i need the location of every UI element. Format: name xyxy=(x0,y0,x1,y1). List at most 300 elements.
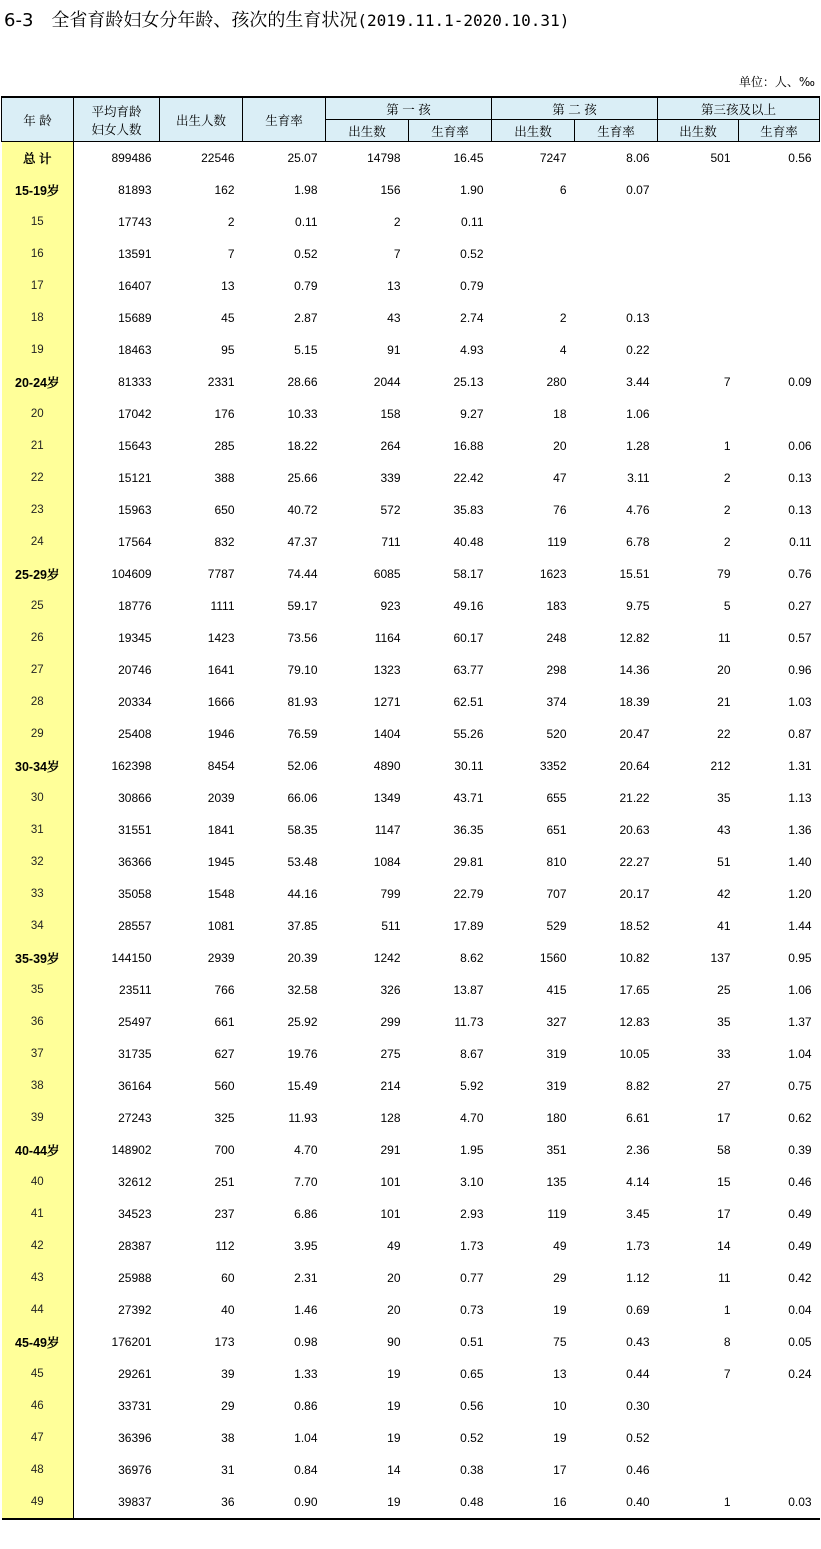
second-births-cell: 655 xyxy=(546,791,567,805)
second-rate-cell: 0.46 xyxy=(626,1463,650,1477)
age-cell: 30 xyxy=(2,782,74,814)
second-births-cell: 2 xyxy=(559,311,567,325)
first-births-cell: 19 xyxy=(326,1486,409,1519)
group-row xyxy=(2,1326,820,1358)
first-births-cell: 20 xyxy=(387,1271,401,1285)
second-births-cell: 319 xyxy=(546,1047,567,1061)
first-rate-cell: 4.93 xyxy=(460,343,484,357)
women-count-cell: 36396 xyxy=(118,1431,152,1445)
births-cell: 29 xyxy=(221,1399,235,1413)
first-births-cell: 923 xyxy=(380,599,401,613)
rate-cell: 1.98 xyxy=(294,183,318,197)
table-row xyxy=(2,1486,820,1519)
second-rate-cell: 18.52 xyxy=(619,919,650,933)
women-count-cell: 25988 xyxy=(118,1271,152,1285)
header-third-plus: 第三孩及以上 xyxy=(658,97,820,120)
second-births-cell: 13 xyxy=(553,1367,567,1381)
third-births-cell: 8 xyxy=(723,1335,731,1349)
rate-cell: 7.70 xyxy=(294,1175,318,1189)
rate-cell: 0.79 xyxy=(294,279,318,293)
women-count-cell: 25497 xyxy=(118,1015,152,1029)
rate-cell: 11.93 xyxy=(288,1111,318,1125)
second-rate-cell: 15.51 xyxy=(619,567,650,581)
rate-cell: 25.07 xyxy=(243,142,326,175)
table-row xyxy=(2,206,820,238)
third-rate-cell: 0.96 xyxy=(788,663,812,677)
third-rate-cell xyxy=(739,1390,820,1422)
second-births-cell: 119 xyxy=(547,535,567,549)
second-births-cell: 19 xyxy=(553,1431,567,1445)
third-births-cell: 501 xyxy=(658,142,739,175)
third-births-cell: 15 xyxy=(717,1175,731,1189)
age-cell: 25 xyxy=(2,590,74,622)
age-cell: 35 xyxy=(2,974,74,1006)
births-cell: 1641 xyxy=(207,663,235,677)
age-cell: 40-44岁 xyxy=(2,1134,74,1166)
women-count-cell: 144150 xyxy=(111,951,152,965)
table-number: 6-3 xyxy=(4,10,34,31)
third-rate-cell: 0.56 xyxy=(739,142,820,175)
first-births-cell: 2044 xyxy=(373,375,401,389)
second-rate-cell: 0.69 xyxy=(626,1303,650,1317)
rate-cell: 44.16 xyxy=(287,887,318,901)
first-rate-cell: 1.73 xyxy=(460,1239,484,1253)
third-births-cell: 17 xyxy=(717,1207,731,1221)
second-rate-cell: 0.22 xyxy=(626,343,650,357)
age-cell: 43 xyxy=(2,1262,74,1294)
third-rate-cell: 1.40 xyxy=(788,855,812,869)
women-count-cell: 148902 xyxy=(111,1143,152,1157)
rate-cell: 10.33 xyxy=(287,407,318,421)
first-births-cell: 101 xyxy=(380,1207,401,1221)
first-births-cell: 1404 xyxy=(373,727,401,741)
group-row xyxy=(2,366,820,398)
second-rate-cell: 4.76 xyxy=(626,503,650,517)
second-births-cell: 75 xyxy=(553,1335,567,1349)
table-row xyxy=(2,270,820,302)
age-cell: 总 计 xyxy=(2,142,74,175)
first-births-cell: 19 xyxy=(387,1367,401,1381)
age-cell: 49 xyxy=(2,1486,74,1519)
second-rate-cell: 0.13 xyxy=(626,311,650,325)
births-cell: 173 xyxy=(214,1335,235,1349)
third-births-cell: 22 xyxy=(717,727,731,741)
rate-cell: 58.35 xyxy=(287,823,318,837)
age-cell: 25-29岁 xyxy=(2,558,74,590)
second-rate-cell: 12.83 xyxy=(619,1015,650,1029)
births-cell: 1841 xyxy=(207,823,235,837)
second-births-cell: 49 xyxy=(553,1239,567,1253)
second-births-cell: 10 xyxy=(553,1399,567,1413)
header-first-child: 第 一 孩 xyxy=(326,97,492,120)
second-births-cell: 520 xyxy=(546,727,567,741)
rate-cell: 73.56 xyxy=(287,631,318,645)
first-rate-cell: 16.88 xyxy=(453,439,484,453)
header-births: 出生人数 xyxy=(160,97,243,142)
rate-cell: 25.66 xyxy=(287,471,318,485)
women-count-cell: 15689 xyxy=(118,311,152,325)
third-rate-cell xyxy=(739,1422,820,1454)
third-rate-cell xyxy=(739,334,820,366)
rate-cell: 20.39 xyxy=(287,951,318,965)
table-row xyxy=(2,782,820,814)
second-births-cell: 3352 xyxy=(539,759,567,773)
women-count-cell: 36366 xyxy=(118,855,152,869)
table-row xyxy=(2,1358,820,1390)
second-rate-cell: 4.14 xyxy=(626,1175,650,1189)
second-rate-cell: 10.05 xyxy=(619,1047,650,1061)
rate-cell: 4.70 xyxy=(294,1143,318,1157)
third-births-cell: 2 xyxy=(723,471,731,485)
first-births-cell: 90 xyxy=(387,1335,401,1349)
first-births-cell: 7 xyxy=(393,247,401,261)
first-rate-cell: 0.52 xyxy=(460,247,484,261)
second-rate-cell: 14.36 xyxy=(619,663,650,677)
women-count-cell: 31551 xyxy=(118,823,152,837)
first-births-cell: 1147 xyxy=(374,823,401,837)
second-births-cell: 17 xyxy=(553,1463,567,1477)
third-births-cell: 21 xyxy=(717,695,731,709)
second-rate-cell: 0.52 xyxy=(626,1431,650,1445)
second-births-cell: 351 xyxy=(546,1143,567,1157)
rate-cell: 15.49 xyxy=(287,1079,318,1093)
third-rate-cell: 0.49 xyxy=(788,1207,812,1221)
third-births-cell: 137 xyxy=(710,951,731,965)
births-cell: 388 xyxy=(214,471,235,485)
third-rate-cell: 0.57 xyxy=(788,631,812,645)
second-births-cell: 4 xyxy=(559,343,567,357)
first-births-cell: 511 xyxy=(381,919,401,933)
first-rate-cell: 0.48 xyxy=(409,1486,492,1519)
first-births-cell: 799 xyxy=(380,887,401,901)
second-rate-cell: 22.27 xyxy=(619,855,650,869)
third-rate-cell: 1.36 xyxy=(788,823,812,837)
third-rate-cell: 1.13 xyxy=(788,791,812,805)
second-births-cell: 20 xyxy=(553,439,567,453)
first-births-cell: 1323 xyxy=(373,663,401,677)
third-births-cell xyxy=(658,174,739,206)
women-count-cell: 20334 xyxy=(118,695,152,709)
third-births-cell: 11 xyxy=(718,1271,731,1285)
women-count-cell: 104609 xyxy=(111,567,152,581)
third-births-cell: 212 xyxy=(710,759,731,773)
third-rate-cell: 0.04 xyxy=(788,1303,812,1317)
third-rate-cell: 0.42 xyxy=(788,1271,812,1285)
table-row xyxy=(2,1294,820,1326)
rate-cell: 66.06 xyxy=(287,791,318,805)
second-births-cell: 298 xyxy=(546,663,567,677)
rate-cell: 52.06 xyxy=(287,759,318,773)
third-births-cell: 17 xyxy=(717,1111,731,1125)
second-births-cell: 135 xyxy=(546,1175,567,1189)
age-cell: 15 xyxy=(2,206,74,238)
table-row xyxy=(2,302,820,334)
table-row xyxy=(2,1006,820,1038)
births-cell: 700 xyxy=(214,1143,235,1157)
births-cell: 2331 xyxy=(207,375,235,389)
unit-label: 单位：人、‰ xyxy=(738,75,815,89)
second-rate-cell: 21.22 xyxy=(619,791,650,805)
age-cell: 47 xyxy=(2,1422,74,1454)
age-cell: 46 xyxy=(2,1390,74,1422)
header-rate: 生育率 xyxy=(243,97,326,142)
table-row xyxy=(2,430,820,462)
age-cell: 19 xyxy=(2,334,74,366)
first-rate-cell: 2.93 xyxy=(460,1207,484,1221)
births-cell: 1548 xyxy=(207,887,235,901)
age-cell: 35-39岁 xyxy=(2,942,74,974)
births-cell: 13 xyxy=(221,279,235,293)
third-rate-cell: 0.76 xyxy=(788,567,812,581)
births-cell: 7 xyxy=(227,247,235,261)
rate-cell: 0.90 xyxy=(243,1486,326,1519)
first-births-cell: 2 xyxy=(393,215,401,229)
third-rate-cell: 0.27 xyxy=(788,599,812,613)
women-count-cell: 33731 xyxy=(118,1399,152,1413)
second-births-cell: 529 xyxy=(546,919,567,933)
second-rate-cell: 0.43 xyxy=(626,1335,650,1349)
second-rate-cell: 10.82 xyxy=(619,951,650,965)
births-cell: 95 xyxy=(221,343,235,357)
table-row xyxy=(2,1454,820,1486)
second-births-cell xyxy=(492,238,575,270)
women-count-cell: 36976 xyxy=(118,1463,152,1477)
first-rate-cell: 55.26 xyxy=(453,727,484,741)
third-births-cell: 35 xyxy=(717,1015,731,1029)
first-births-cell: 43 xyxy=(387,311,401,325)
first-births-cell: 1242 xyxy=(373,951,401,965)
third-rate-cell: 0.13 xyxy=(788,471,812,485)
rate-cell: 40.72 xyxy=(287,503,318,517)
age-cell: 48 xyxy=(2,1454,74,1486)
third-births-cell: 33 xyxy=(717,1047,731,1061)
births-cell: 1111 xyxy=(210,599,235,613)
second-births-cell: 19 xyxy=(553,1303,567,1317)
third-births-cell: 7 xyxy=(723,375,731,389)
second-births-cell: 1623 xyxy=(539,567,567,581)
first-rate-cell: 11.73 xyxy=(454,1015,484,1029)
first-rate-cell: 1.90 xyxy=(460,183,484,197)
third-births-cell: 41 xyxy=(717,919,731,933)
age-cell: 20-24岁 xyxy=(2,366,74,398)
header-age: 年 龄 xyxy=(2,97,74,142)
births-cell: 285 xyxy=(214,439,235,453)
rate-cell: 1.33 xyxy=(294,1367,318,1381)
table-row xyxy=(2,974,820,1006)
age-cell: 45 xyxy=(2,1358,74,1390)
header-second-births: 出生数 xyxy=(492,120,575,142)
first-births-cell: 49 xyxy=(387,1239,401,1253)
table-row xyxy=(2,622,820,654)
births-cell: 1945 xyxy=(207,855,235,869)
women-count-cell: 30866 xyxy=(118,791,152,805)
third-births-cell: 11 xyxy=(718,631,731,645)
second-births-cell: 7247 xyxy=(492,142,575,175)
first-rate-cell: 0.11 xyxy=(461,215,484,229)
births-cell: 2939 xyxy=(207,951,235,965)
third-births-cell xyxy=(658,270,739,302)
table-row xyxy=(2,398,820,430)
header-first-rate: 生育率 xyxy=(409,120,492,142)
first-births-cell: 19 xyxy=(387,1399,401,1413)
third-rate-cell: 0.06 xyxy=(788,439,812,453)
table-row xyxy=(2,654,820,686)
second-rate-cell xyxy=(575,270,658,302)
second-rate-cell: 6.78 xyxy=(626,535,650,549)
age-cell: 15-19岁 xyxy=(2,174,74,206)
first-births-cell: 1164 xyxy=(374,631,401,645)
first-births-cell: 275 xyxy=(380,1047,401,1061)
first-rate-cell: 0.79 xyxy=(460,279,484,293)
rate-cell: 18.22 xyxy=(287,439,318,453)
rate-cell: 37.85 xyxy=(287,919,318,933)
first-rate-cell: 0.73 xyxy=(460,1303,484,1317)
women-count-cell: 29261 xyxy=(118,1367,152,1381)
first-rate-cell: 1.95 xyxy=(460,1143,484,1157)
first-rate-cell: 22.79 xyxy=(453,887,484,901)
age-cell: 34 xyxy=(2,910,74,942)
first-births-cell: 101 xyxy=(380,1175,401,1189)
page-title xyxy=(4,6,569,32)
first-births-cell: 6085 xyxy=(373,567,401,581)
third-rate-cell xyxy=(739,1454,820,1486)
table-row xyxy=(2,1038,820,1070)
third-births-cell: 14 xyxy=(717,1239,731,1253)
third-births-cell xyxy=(658,302,739,334)
table-row xyxy=(2,1262,820,1294)
third-rate-cell: 0.09 xyxy=(788,375,812,389)
second-rate-cell: 1.12 xyxy=(626,1271,650,1285)
age-cell: 33 xyxy=(2,878,74,910)
age-cell: 26 xyxy=(2,622,74,654)
third-births-cell: 35 xyxy=(717,791,731,805)
first-births-cell: 13 xyxy=(387,279,401,293)
table-row xyxy=(2,1166,820,1198)
second-births-cell: 6 xyxy=(559,183,567,197)
table-row xyxy=(2,814,820,846)
rate-cell: 0.11 xyxy=(295,215,318,229)
women-count-cell: 176201 xyxy=(111,1335,152,1349)
header-women-line2: 妇女人数 xyxy=(91,122,142,137)
table-row xyxy=(2,878,820,910)
births-cell: 39 xyxy=(221,1367,235,1381)
first-rate-cell: 22.42 xyxy=(453,471,484,485)
age-cell: 29 xyxy=(2,718,74,750)
women-count-cell: 19345 xyxy=(118,631,152,645)
births-cell: 251 xyxy=(214,1175,235,1189)
group-row xyxy=(2,750,820,782)
first-rate-cell: 40.48 xyxy=(453,535,484,549)
first-rate-cell: 5.92 xyxy=(460,1079,484,1093)
second-rate-cell: 3.11 xyxy=(627,471,650,485)
table-row xyxy=(2,462,820,494)
age-cell: 28 xyxy=(2,686,74,718)
first-rate-cell: 29.81 xyxy=(453,855,484,869)
births-cell: 2 xyxy=(227,215,235,229)
header-third-births: 出生数 xyxy=(658,120,739,142)
age-cell: 39 xyxy=(2,1102,74,1134)
table-row xyxy=(2,686,820,718)
first-rate-cell: 62.51 xyxy=(453,695,484,709)
group-row xyxy=(2,1134,820,1166)
second-births-cell: 18 xyxy=(553,407,567,421)
third-rate-cell: 1.03 xyxy=(788,695,812,709)
first-births-cell: 128 xyxy=(380,1111,401,1125)
third-births-cell xyxy=(658,1454,739,1486)
second-rate-cell: 17.65 xyxy=(619,983,650,997)
first-births-cell: 711 xyxy=(381,535,401,549)
third-births-cell: 25 xyxy=(717,983,731,997)
table-body xyxy=(2,142,820,1520)
second-births-cell: 119 xyxy=(547,1207,567,1221)
births-cell: 162 xyxy=(214,183,235,197)
table-row xyxy=(2,718,820,750)
second-rate-cell: 20.47 xyxy=(619,727,650,741)
second-births-cell: 16 xyxy=(492,1486,575,1519)
first-births-cell: 14798 xyxy=(326,142,409,175)
third-rate-cell xyxy=(739,302,820,334)
third-rate-cell: 0.62 xyxy=(788,1111,812,1125)
second-births-cell: 183 xyxy=(546,599,567,613)
rate-cell: 0.98 xyxy=(294,1335,318,1349)
first-rate-cell: 25.13 xyxy=(453,375,484,389)
second-births-cell: 1560 xyxy=(539,951,567,965)
second-rate-cell: 1.28 xyxy=(626,439,650,453)
first-births-cell: 339 xyxy=(380,471,401,485)
second-births-cell xyxy=(492,206,575,238)
third-births-cell: 5 xyxy=(723,599,731,613)
second-rate-cell: 0.44 xyxy=(626,1367,650,1381)
first-rate-cell: 9.27 xyxy=(460,407,484,421)
first-rate-cell: 36.35 xyxy=(453,823,484,837)
women-count-cell: 39837 xyxy=(74,1486,160,1519)
table-row xyxy=(2,238,820,270)
third-births-cell: 1 xyxy=(723,1303,731,1317)
third-rate-cell: 1.20 xyxy=(788,887,812,901)
first-rate-cell: 35.83 xyxy=(453,503,484,517)
second-rate-cell xyxy=(575,206,658,238)
age-cell: 21 xyxy=(2,430,74,462)
third-births-cell: 2 xyxy=(723,535,731,549)
first-births-cell: 291 xyxy=(380,1143,401,1157)
age-cell: 40 xyxy=(2,1166,74,1198)
first-rate-cell: 2.74 xyxy=(460,311,484,325)
third-rate-cell: 0.46 xyxy=(788,1175,812,1189)
second-rate-cell: 12.82 xyxy=(619,631,650,645)
first-rate-cell: 3.10 xyxy=(460,1175,484,1189)
third-rate-cell: 0.03 xyxy=(739,1486,820,1519)
third-births-cell xyxy=(658,398,739,430)
first-births-cell: 264 xyxy=(380,439,401,453)
women-count-cell: 23511 xyxy=(119,983,152,997)
births-cell: 112 xyxy=(215,1239,235,1253)
second-births-cell: 280 xyxy=(546,375,567,389)
rate-cell: 6.86 xyxy=(294,1207,318,1221)
first-births-cell: 326 xyxy=(380,983,401,997)
third-births-cell: 2 xyxy=(723,503,731,517)
first-rate-cell: 0.77 xyxy=(460,1271,484,1285)
rate-cell: 47.37 xyxy=(287,535,318,549)
women-count-cell: 31735 xyxy=(118,1047,152,1061)
births-cell: 45 xyxy=(221,311,235,325)
third-births-cell: 58 xyxy=(717,1143,731,1157)
second-rate-cell: 2.36 xyxy=(626,1143,650,1157)
women-count-cell: 18776 xyxy=(118,599,152,613)
third-births-cell: 1 xyxy=(723,439,731,453)
third-births-cell: 7 xyxy=(723,1367,731,1381)
rate-cell: 32.58 xyxy=(287,983,318,997)
title-text: 全省育龄妇女分年龄、孩次的生育状况 xyxy=(51,10,358,31)
